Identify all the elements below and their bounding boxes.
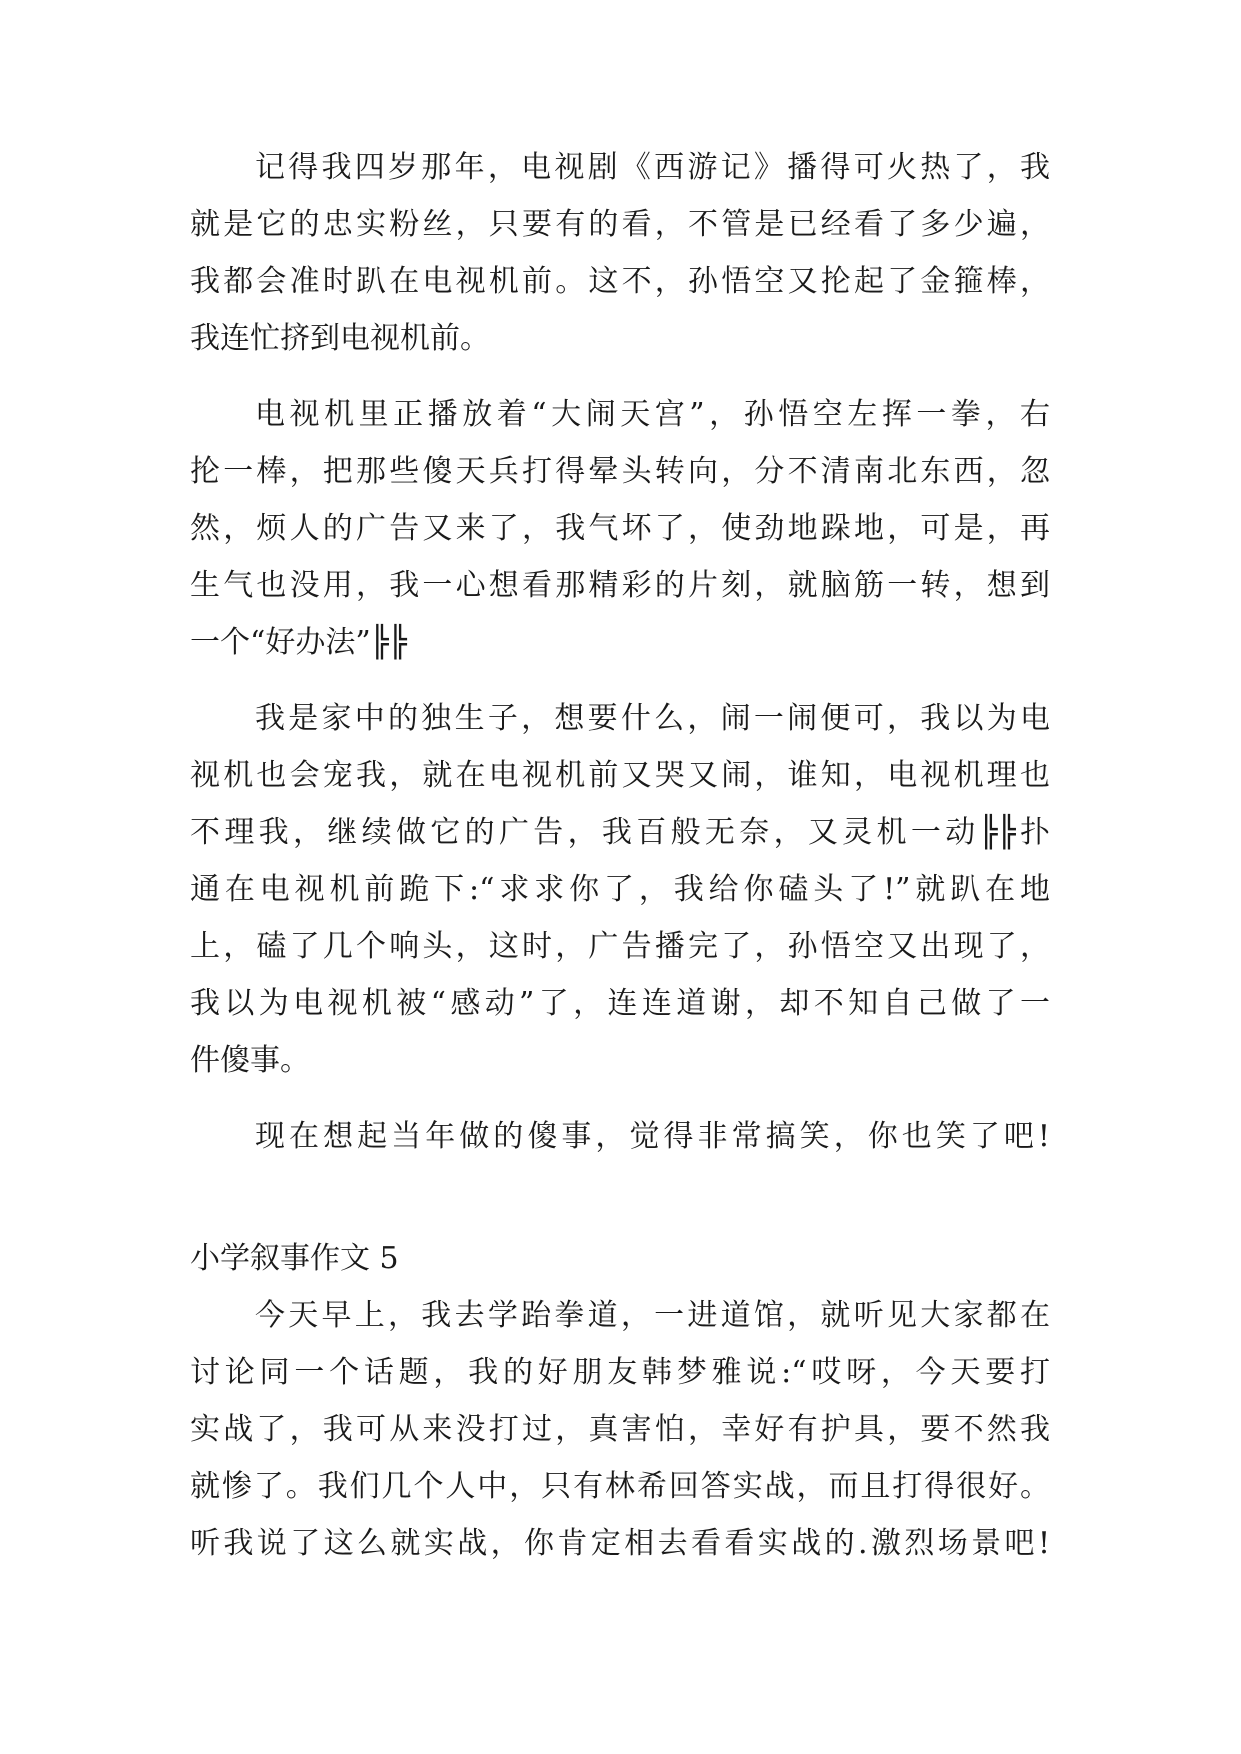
paragraph-line: 就惨了。我们几个人中，只有林希回答实战，而且打得很好。 [190, 1469, 1050, 1504]
paragraph-line: 听我说了这么就实战，你肯定相去看看实战的.激烈场景吧! [190, 1526, 1050, 1561]
paragraph-line: 记得我四岁那年，电视剧《西游记》播得可火热了，我 [255, 150, 1050, 185]
paragraph-line: 一个“好办法”╠╠ [190, 625, 407, 660]
paragraph-line: 生气也没用，我一心想看那精彩的片刻，就脑筋一转，想到 [190, 568, 1050, 603]
paragraph-line: 抡一棒，把那些傻天兵打得晕头转向，分不清南北东西，忽 [190, 454, 1050, 489]
paragraph-line: 通在电视机前跪下:“求求你了，我给你磕头了!”就趴在地 [190, 872, 1050, 907]
paragraph-line: 视机也会宠我，就在电视机前又哭又闹，谁知，电视机理也 [190, 758, 1050, 793]
paragraph-line: 我是家中的独生子，想要什么，闹一闹便可，我以为电 [255, 701, 1050, 736]
paragraph-line: 今天早上，我去学跆拳道，一进道馆，就听见大家都在 [255, 1298, 1050, 1333]
paragraph-line: 件傻事。 [190, 1043, 310, 1078]
paragraph-line: 讨论同一个话题，我的好朋友韩梦雅说:“哎呀，今天要打 [190, 1355, 1050, 1390]
paragraph-line: 上，磕了几个响头，这时，广告播完了，孙悟空又出现了， [190, 929, 1050, 964]
paragraph-line: 我连忙挤到电视机前。 [190, 321, 490, 356]
paragraph-line: 就是它的忠实粉丝，只要有的看，不管是已经看了多少遍， [190, 207, 1050, 242]
paragraph-line: 我以为电视机被“感动”了，连连道谢，却不知自己做了一 [190, 986, 1050, 1021]
paragraph-line: 不理我，继续做它的广告，我百般无奈，又灵机一动╠╠扑 [190, 815, 1050, 850]
paragraph-line: 现在想起当年做的傻事，觉得非常搞笑，你也笑了吧! [255, 1119, 1050, 1154]
paragraph-line: 然，烦人的广告又来了，我气坏了，使劲地跺地，可是，再 [190, 511, 1050, 546]
essay-title: 小学叙事作文 5 [190, 1241, 399, 1276]
paragraph-line: 实战了，我可从来没打过，真害怕，幸好有护具，要不然我 [190, 1412, 1050, 1447]
paragraph-line: 电视机里正播放着“大闹天宫”，孙悟空左挥一拳，右 [255, 397, 1050, 432]
paragraph-line: 我都会准时趴在电视机前。这不，孙悟空又抡起了金箍棒， [190, 264, 1050, 299]
